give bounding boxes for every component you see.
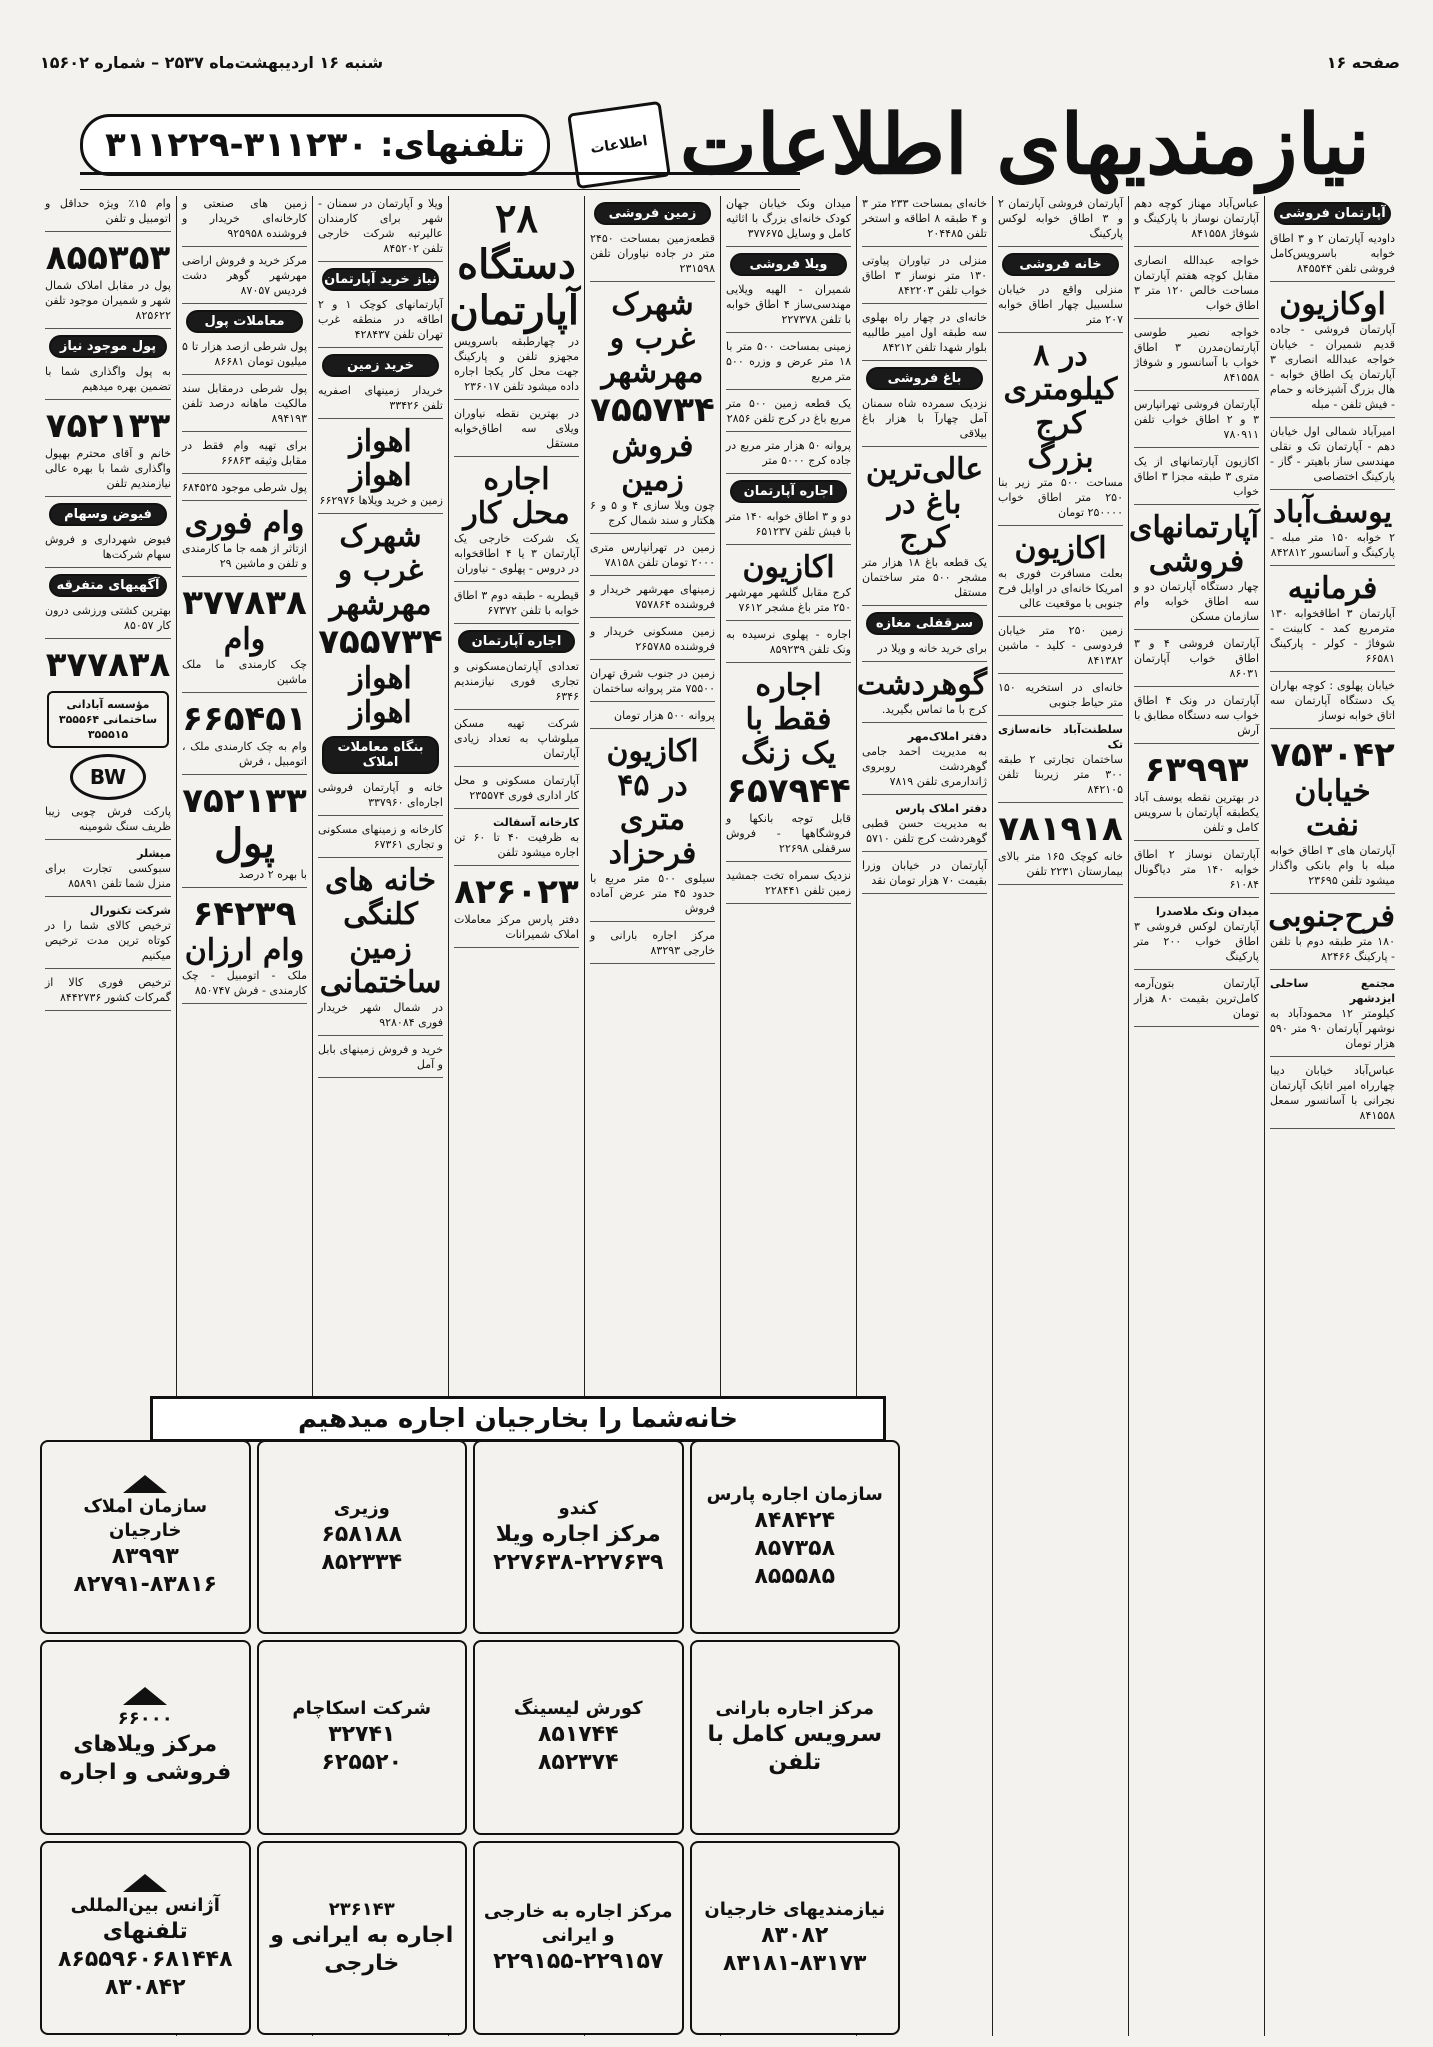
classified-ad: زمین های صنعتی و کارخانه‌ای خریدار و فروشنده ۹۲۵۹۵۸ [182, 196, 307, 247]
classified-ad: زمینهای مهرشهر خریدار و فروشنده ۷۵۷۸۶۴ [590, 582, 715, 618]
classified-ad: یک شرکت خارجی یک آپارتمان ۳ یا ۴ اطاقخوابه در دروس - پهلوی - نیاوران [454, 531, 579, 582]
classified-ad: چهار دستگاه آپارتمان دو و سه اطاق خوابه وام سازمان مسکن [1134, 579, 1259, 630]
phone-number: ۶۳۹۹۳ [1144, 750, 1249, 790]
category-header: ویلا فروشی [730, 253, 847, 276]
category-header: خرید زمین [322, 354, 439, 377]
classified-ad: آپارتمان ۳ اطاقخوابه ۱۳۰ مترمربع کمد - کابینت - شوفاژ - کولر - پارکینگ ۶۶۵۸۱ [1270, 606, 1395, 672]
ad-title: میدان ونک ملاصدرا [1156, 905, 1259, 918]
display-ad-line: مرکز اجاره ویلا [495, 1522, 661, 1548]
column-1 [1264, 196, 1400, 2036]
display-ad-line: ۸۵۲۳۷۴ [537, 1750, 619, 1776]
classified-ad: آپارتمان فروشی تهرانپارس ۳ و ۲ اطاق خواب تلفن ۷۸۰۹۱۱ [1134, 397, 1259, 448]
classified-ad: شرکت تهیه مسکن میلوشاپ به تعداد زیادی آپارتمان [454, 716, 579, 767]
classified-ad: خیابان پهلوی : کوچه بهاران یک دستگاه آپارتمان سه اتاق خوابه نوساز [1270, 678, 1395, 729]
classified-ad: قیطریه - طبقه دوم ۳ اطاق خوابه با تلفن ۶۷۳۷۲ [454, 588, 579, 624]
classified-ad: خواجه نصیر طوسی آپارتمان‌مدرن ۳ اطاق خواب با آسانسور و شوفاژ ۸۴۱۵۵۸ [1134, 325, 1259, 391]
display-ad [690, 1440, 901, 1634]
ad-headline: شهرک غرب و مهرشهر [601, 287, 704, 390]
classified-ad: بهترین کشتی ورزشی درون کار ۸۵۰۵۷ [45, 603, 171, 639]
classified-ad: به ظرفیت ۴۰ تا ۶۰ تن اجاره میشود تلفن [454, 830, 579, 866]
classified-ad: منزلی واقع در خیابان سلسبیل چهار اطاق خوابه ۲۰۷ متر [998, 282, 1123, 333]
phone-number: ۶۴۲۳۹ [192, 894, 297, 934]
ad-headline: وام [223, 622, 266, 657]
display-ad [473, 1440, 684, 1634]
display-ad [473, 1841, 684, 2035]
classified-ad: پول شرطی ازصد هزار تا ۵ میلیون تومان ۸۶۶۸۱ [182, 339, 307, 375]
classified-ad: چک کارمندی ما ملک ماشین [182, 657, 307, 693]
ad-headline: اهواز اهواز [349, 424, 412, 493]
classified-ad: عباس‌آباد خیابان دیبا چهارراه امیر اتابک آپارتمان نجرانی با آسانسور سمعل ۸۴۱۵۵۸ [1270, 1063, 1395, 1129]
classified-ad: دو و ۳ اطاق خوابه ۱۴۰ متر با فیش تلفن ۶۵۱۲۳۷ [726, 509, 851, 545]
ad-headline: اکازیون [742, 550, 835, 585]
classified-ad: زمین مسکونی خریدار و فروشنده ۲۶۵۷۸۵ [590, 624, 715, 660]
classified-ad: ۲ خوابه ۱۵۰ متر مبله - پارکینگ و آسانسور ۸۴۲۸۱۲ [1270, 530, 1395, 566]
classified-ad: زمین در تهرانپارس متری ۲۰۰۰ تومان تلفن ۷۸۱۵۸ [590, 540, 715, 576]
date-line: شنبه ۱۶ اردیبهشت‌ماه ۲۵۳۷ – شماره ۱۵۶۰۲ [40, 52, 384, 72]
classified-ad: خانم و آقای محترم بهپول واگذاری شما با بهره عالی نیازمندیم تلفن [45, 446, 171, 497]
phone-number: ۳۷۷۸۳۸ [182, 583, 307, 623]
category-header: باغ فروشی [866, 367, 983, 390]
classified-ad: کرج با ما تماس بگیرید. [862, 702, 987, 723]
classified-ad: زمین در جنوب شرق تهران ۷۵۵۰۰ متر پروانه ساختمان [590, 666, 715, 702]
display-ad [257, 1440, 468, 1634]
ad-title: میشلر [137, 847, 171, 860]
top-line [40, 50, 1400, 74]
classified-ad: زمین و خرید ویلاها ۶۶۲۹۷۶ [318, 493, 443, 514]
display-ad-title: وزیری [333, 1498, 390, 1520]
category-header: اجاره آپارتمان [730, 480, 847, 503]
classified-ad: پول شرطی موجود ۶۸۴۵۲۵ [182, 480, 307, 501]
classified-ad: میدان ونک خیابان جهان کودک خانه‌ای بزرگ با اثاثیه کامل و وسایل ۳۷۷۶۷۵ [726, 196, 851, 247]
classified-ad: بعلت مسافرت فوری به امریکا خانه‌ای در اوایل فرح جنوبی با موقعیت عالی [998, 566, 1123, 617]
classified-ad: زمین ۲۵۰ متر خیابان فردوسی - کلید - ماشین ۸۴۱۳۸۲ [998, 623, 1123, 674]
display-ad [690, 1640, 901, 1834]
display-ad-line: ۸۲۷۹۱-۸۳۸۱۶ [73, 1572, 217, 1598]
ad-headline: خانه های کلنگی زمین ساختمانی [319, 863, 442, 1000]
classified-ad: پول در مقابل املاک شمال شهر و شمیران موجود تلفن ۸۲۵۶۲۲ [45, 278, 171, 329]
display-ad-line: ۸۵۱۷۴۴ [537, 1722, 619, 1748]
classified-ad: به پول واگذاری شما با تضمین بهره میدهیم [45, 364, 171, 400]
classified-ad: آپارتمان نوساز ۲ اطاق خوابه ۱۴۰ متر دیاگونال ۶۱۰۸۴ [1134, 847, 1259, 898]
display-ad-line: ۶۲۵۵۲۰ [321, 1750, 403, 1776]
classified-ad: پروانه ۵۰ هزار متر مربع در جاده کرج ۵۰۰۰ متر [726, 438, 851, 474]
display-ad-line: ۶۵۸۱۸۸ [321, 1522, 403, 1548]
classified-ad: خانه کوچک ۱۶۵ متر بالای بیمارستان ۲۲۳۱ تلفن [998, 849, 1123, 885]
bw-logo: BW [70, 754, 146, 800]
classified-ad: اکازیون آپارتمانهای از یک متری ۳ طبقه مجزا ۳ اطاق خواب [1134, 454, 1259, 505]
ad-headline-large: ۲۸ دستگاه آپارتمان [449, 196, 579, 334]
display-ad [257, 1640, 468, 1834]
display-ad-line: سرویس کامل با تلفن [707, 1722, 882, 1776]
classified-ad: آپارتمان های ۳ اطاق خوابه مبله با وام بانکی واگذار میشود تلفن ۲۳۶۹۵ [1270, 843, 1395, 894]
classified-ad: عباس‌آباد مهناز کوچه دهم آپارتمان نوساز با پارکینگ و شوفاژ ۸۴۱۵۵۸ [1134, 196, 1259, 247]
classified-ad: یک قطعه باغ ۱۸ هزار متر مشجر ۵۰۰ متر ساختمان مستقل [862, 555, 987, 606]
ad-title: مجتمع ساحلی ایزدشهر [1270, 977, 1395, 1005]
classified-ad: فیوض شهرداری و فروش سهام شرکت‌ها [45, 532, 171, 568]
classified-ad: امیرآباد شمالی اول خیابان دهم - آپارتمان تک و نقلی مهندسی ساز باهیتر - گاز - پارکینگ اختصاصی [1270, 424, 1395, 490]
ad-headline: آپارتمانهای فروشی [1129, 510, 1259, 579]
classified-ad: آپارتمانهای کوچک ۱ و ۲ اطاقه در منطقه غرب تهران تلفن ۴۲۸۴۳۷ [318, 297, 443, 348]
category-header: اجاره آپارتمان [458, 630, 575, 653]
display-ad-title: کندو [558, 1498, 598, 1520]
display-ad [40, 1841, 251, 2035]
display-ad-line: مرکز ویلاهای فروشی و اجاره [59, 1732, 232, 1786]
display-ad-line: ۸۳۰۸۴۲ [104, 1974, 186, 2000]
ad-headline: اوکازیون [1279, 287, 1386, 322]
classified-ad: در شمال شهر خریدار فوری ۹۲۸۰۸۴ [318, 1000, 443, 1036]
phone-number: ۷۵۵۷۳۴ [590, 390, 715, 430]
classified-ad: یک قطعه زمین ۵۰۰ متر مربع باغ در کرج تلفن ۲۸۵۶ [726, 396, 851, 432]
display-ad-title: ۶۶۰۰۰ [117, 1708, 173, 1730]
classified-ad: داودیه آپارتمان ۲ و ۳ اطاق خوابه باسرویس‌کامل فروشی تلفن ۸۴۵۵۴۴ [1270, 231, 1395, 282]
category-header: آگهیهای متفرقه [49, 574, 167, 597]
classified-ad: خرید و فروش زمینهای بابل و آمل [318, 1042, 443, 1078]
ad-title: کارخانه آسفالت [493, 816, 579, 829]
phone-number: ۷۵۲۱۳۳ [182, 781, 307, 821]
ad-headline: وام ارزان [184, 933, 305, 968]
classified-ad: نزدیک سمرده شاه سمنان آمل چهارآ با هزار باغ بیلاقی [862, 396, 987, 447]
classified-ad: آپارتمان فروشی ۴ و ۳ اطاق خواب آپارتمان ۸۶۰۳۱ [1134, 636, 1259, 687]
display-ad-line: ۸۳۰۸۲ [761, 1922, 829, 1948]
ad-headline: در ۸ کیلومتری کرج بزرگ [1003, 338, 1118, 475]
classified-ad: برای تهیه وام فقط در مقابل وثیقه ۶۶۸۶۳ [182, 438, 307, 474]
classified-ad: با بهره ۲ درصد [182, 867, 307, 888]
display-ad-title: نیازمندیهای خارجیان [704, 1898, 886, 1920]
classified-ad: وام ۱۵٪ ویژه حداقل و اتومبیل و تلفن [45, 196, 171, 232]
ad-headline: وام فوری [184, 506, 305, 541]
display-ad [40, 1440, 251, 1634]
classified-ad: خریدار زمینهای اصفریه تلفن ۳۳۴۲۶ [318, 383, 443, 419]
display-ad-title: سازمان اجاره پارس [706, 1484, 883, 1506]
classified-ad: قابل توجه بانکها و فروشگاهها - فروش سرقفلی ۲۲۶۹۸ [726, 811, 851, 862]
display-ad-title: مرکز اجاره به خارجی و ایرانی [483, 1900, 673, 1946]
classified-ad: آپارتمان بتون‌آرمه کامل‌ترین بقیمت ۸۰ هزار تومان [1134, 976, 1259, 1027]
display-ad-line: ۸۵۷۳۵۸ [754, 1536, 836, 1562]
display-ad-title: شرکت اسکاچام [292, 1698, 432, 1720]
classified-ad: قطعه‌زمین بمساحت ۲۴۵۰ متر در جاده نیاوران تلفن ۲۳۱۵۹۸ [590, 231, 715, 282]
classified-ad: چون ویلا سازی ۴ و ۵ و ۶ هکتار و سند شمال کرج [590, 498, 715, 534]
ad-title: دفتر املاک پارس [895, 802, 987, 815]
display-ad [690, 1841, 901, 2035]
display-ad-title: کورش لیسینگ [513, 1698, 643, 1720]
ad-headline: اکازیون [1014, 531, 1107, 566]
ad-title: شرکت تکنورال [89, 904, 171, 917]
classified-ad: خواجه عبدالله انصاری مقابل کوچه هفتم آپارتمان مساحت خالص ۱۲۰ متر ۳ اطاق خواب [1134, 253, 1259, 319]
ad-headline: فروش زمین [611, 429, 694, 498]
display-ad [40, 1640, 251, 1834]
display-ad-title: مرکز اجاره بارانی [715, 1698, 874, 1720]
display-ad-line: ۲۲۹۱۵۵-۲۲۹۱۵۷ [493, 1948, 664, 1974]
classified-ad: مساحت ۵۰۰ متر زیر بنا ۲۵۰ متر اطاق خواب ۲۵۰۰۰۰ تومان [998, 475, 1123, 526]
classified-ad: کارخانه و زمینهای مسکونی و تجاری ۶۷۳۶۱ [318, 822, 443, 858]
classified-ad: ازتاثر از همه جا ما کارمندی و تلفن و ماشین ۲۹ [182, 541, 307, 577]
classified-ad: ساختمان تجارتی ۲ طبقه ۳۰۰ متر زیربنا تلفن ۸۴۲۱۰۵ [998, 752, 1123, 803]
bottom-display-ads [40, 1440, 900, 2035]
display-ad-title: سازمان املاک خارجیان [83, 1496, 208, 1542]
display-ad [473, 1640, 684, 1834]
masthead-phones: تلفنهای: ۳۱۱۲۳۰-۳۱۱۲۲۹ [80, 114, 550, 176]
classified-ad: آپارتمان لوکس فروشی ۳ اطاق خواب ۲۰۰ متر پارکینگ [1134, 919, 1259, 970]
display-ad-line: ۲۲۷۶۳۸-۲۲۷۶۳۹ [493, 1550, 664, 1576]
ad-headline: یوسف‌آباد [1272, 495, 1393, 530]
house-icon [123, 1687, 167, 1705]
display-ad-title: آژانس بین‌المللی [70, 1894, 220, 1916]
classified-ad: خانه‌ای در استخریه ۱۵۰ متر حیاط جنوبی [998, 680, 1123, 716]
ad-headline: عالی‌ترین باغ در کرج [865, 452, 984, 555]
category-header: بنگاه معاملات املاک [322, 736, 439, 774]
category-header: سرقفلی مغازه [866, 612, 983, 635]
category-header: نیاز خرید آپارتمان [322, 268, 439, 291]
classified-ad: آپارتمان مسکونی و محل کار اداری فوری ۲۳۵۵۷۴ [454, 773, 579, 809]
ad-headline: خیابان نفت [1294, 774, 1371, 843]
classified-ad: منزلی در تیاوران پیاوتی ۱۳۰ متر نوساز ۳ اطاق خواب تلفن ۸۴۲۲۰۳ [862, 253, 987, 304]
classified-ad: زمینی بمساحت ۵۰۰ متر با ۱۸ متر عرض و وزره ۵۰۰ متر مربع [726, 339, 851, 390]
classified-ad: به مدیریت احمد جامی گوهردشت روبروی ژاندارمری تلفن ۷۸۱۹ [862, 744, 987, 795]
classified-ad: برای خرید خانه و ویلا در [862, 641, 987, 662]
category-header: پول موجود نیاز [49, 335, 167, 358]
ad-headline: اهواز اهواز [349, 661, 412, 730]
classified-ad: به مدیریت حسن قطبی گوهردشت کرج تلفن ۵۷۱۰ [862, 816, 987, 852]
category-header: فیوض وسهام [49, 503, 167, 526]
masthead-title: نیازمندیهای اطلاعات [679, 97, 1370, 193]
classified-ad: پروانه ۵۰۰ هزار تومان [590, 708, 715, 729]
page-label: صفحه ۱۶ [1326, 52, 1400, 72]
column-2 [1128, 196, 1264, 2036]
display-ad [257, 1841, 468, 2035]
display-ad-line: ۸۵۵۵۸۵ [754, 1564, 836, 1590]
classified-ad: کیلومتر ۱۲ محمودآباد به نوشهر آپارتمان ۹۰ متر ۵۹۰ هزار تومان [1270, 1006, 1395, 1057]
classified-ad: اجاره - پهلوی نرسیده به ونک تلفن ۸۵۹۲۳۹ [726, 627, 851, 663]
phone-number: ۳۷۷۸۳۸ [45, 645, 171, 685]
classified-ad: خانه‌ای در چهار راه بهلوی سه طبقه اول امیر طالبیه بلوار شهدا تلفن ۸۴۲۱۲ [862, 310, 987, 361]
classified-ad: ملک - اتومبیل - چک کارمندی - فرش ۸۵۰۷۴۷ [182, 968, 307, 1004]
category-header: معاملات پول [186, 310, 303, 333]
classified-ad: آپارتمان در خیابان وزرا بقیمت ۷۰ هزار تومان نقد [862, 858, 987, 894]
ad-headline: فرمانیه [1287, 571, 1378, 606]
classified-ad: پول شرطی درمقابل سند مالکیت ماهانه درصد تلفن ۸۹۴۱۹۳ [182, 381, 307, 432]
classified-ad: در چهارطبقه باسرویس مجهزو تلفن و پارکینگ جهت محل کار یکجا اجاره داده میشود تلفن ۲۳۶۰۱۷ [454, 334, 579, 400]
classified-ad: ویلا و آپارتمان در سمنان - شهر برای کارمندان عالیرتبه شرکت خارجی تلفن ۸۴۵۲۰۲ [318, 196, 443, 262]
classified-ad: ترخیص فوری کالا از گمرکات کشور ۸۴۴۲۷۳۶ [45, 975, 171, 1011]
display-ad-line: ۸۳۱۸۱-۸۳۱۷۳ [723, 1950, 867, 1976]
classified-ad: ۱۸۰ متر طبقه دوم با تلفن - پارکینگ ۸۲۴۶۶ [1270, 934, 1395, 970]
display-ad-title: ۲۳۶۱۴۳ [328, 1898, 395, 1920]
classified-ad: کرج مقابل گلشهر مهرشهر ۲۵۰ متر باغ مشجر ۷۶۱۲ [726, 585, 851, 621]
classified-ad: دفتر پارس مرکز معاملات املاک شمیرانات [454, 912, 579, 948]
classified-ad: مرکز اجاره بارانی و خارجی ۸۳۲۹۳ [590, 928, 715, 964]
classified-ad: مرکز خرید و فروش اراضی مهرشهر گوهر دشت فردیس ۸۷۰۵۷ [182, 253, 307, 304]
foreigners-rent-banner: خانه‌شما را بخارجیان اجاره میدهیم [150, 1396, 886, 1442]
category-header: خانه فروشی [1002, 253, 1119, 276]
house-icon [123, 1874, 167, 1892]
phone-number: ۶۶۵۴۵۱ [182, 699, 307, 739]
phone-number: ۶۵۷۹۴۴ [726, 771, 851, 811]
ad-headline: شهرک غرب و مهرشهر [329, 519, 432, 622]
column-3 [992, 196, 1128, 2036]
classified-ad: آپارتمان در ونک ۴ اطاق خواب سه دستگاه مطابق با آرش [1134, 693, 1259, 744]
classified-ad: پارکت فرش چوبی زیبا ظریف سنگ شومینه [45, 804, 171, 840]
ad-title: دفتر املاک‌مهر [907, 730, 987, 743]
phone-number: ۷۵۲۱۳۳ [45, 406, 171, 446]
ad-headline: اجاره فقط با یک زنگ [740, 668, 837, 771]
classified-ad: آپارتمان فروشی - جاده قدیم شمیران - خیابان خواجه عبدالله انصاری ۳ آپارتمان یک اطاق خوابه - هال بزرگ آشپزخانه و حمام - فیش تلفن - مبله [1270, 322, 1395, 418]
classified-ad: خانه و آپارتمان فروشی اجاره‌ای ۳۳۷۹۶۰ [318, 780, 443, 816]
ad-headline-large: پول [214, 820, 275, 867]
ad-headline: گوهردشت [856, 667, 987, 702]
classified-ad: خانه‌ای بمساحت ۲۳۳ متر ۳ و ۴ طبقه ۸ اطاقه و استخر تلفن ۲۰۴۴۸۵ [862, 196, 987, 247]
phone-number: ۷۵۵۷۳۴ [318, 622, 443, 662]
masthead-rule [80, 172, 800, 190]
classified-ad: سیلوی ۵۰۰ متر مربع با حدود ۴۵ متر عرض آماده فروش [590, 871, 715, 922]
classified-ad: شمیران - الهیه ویلایی مهندسی‌ساز ۴ اطاق خوابه با تلفن ۲۲۷۳۷۸ [726, 282, 851, 333]
display-ad-line: ۸۵۲۳۳۴ [321, 1550, 403, 1576]
phone-number: ۸۲۶۰۲۳ [454, 872, 579, 912]
display-ad-line: ۸۴۸۴۲۴ [754, 1508, 836, 1534]
classified-ad: نزدیک سمراه تخت جمشید زمین تلفن ۲۲۸۴۴۱ [726, 868, 851, 904]
ad-headline: فرح‌جنوبی [1268, 899, 1395, 934]
phone-number: ۷۸۱۹۱۸ [998, 809, 1123, 849]
phone-number: ۸۵۵۳۵۳ [45, 238, 171, 278]
boxed-ad: مؤسسه آبادانی ساختمانی ۳۵۵۵۶۴ ۳۵۵۵۱۵ [47, 691, 169, 748]
house-icon [123, 1475, 167, 1493]
display-ad-line: ۸۳۹۹۳ [111, 1544, 179, 1570]
classified-ad: سبوکسی تجارت برای منزل شما تلفن ۸۵۸۹۱ [45, 861, 171, 897]
ad-headline: اکازیون در ۴۵ متری فرحزاد [606, 734, 699, 871]
display-ad-line: اجاره به ایرانی و خارجی [270, 1922, 454, 1976]
phone-number: ۷۵۳۰۴۲ [1270, 735, 1395, 775]
classified-ad: ترخیص کالای شما را در کوتاه ترین مدت ترخیص میکنیم [45, 918, 171, 969]
display-ad-line: تلفنهای ۸۶۵۵۹۶۰۶۸۱۴۴۸ [57, 1918, 233, 1972]
ad-headline: اجاره محل کار [463, 462, 570, 531]
classified-ad: آپارتمان فروشی آپارتمان ۲ و ۳ اطاق خوابه لوکس پارکینگ [998, 196, 1123, 247]
ad-title: سلطنت‌آباد خانه‌سازی تک [998, 723, 1123, 751]
category-header: آپارتمان فروشی [1274, 202, 1391, 225]
classified-ad: وام به چک کارمندی ملک ، اتومبیل ، فرش [182, 739, 307, 775]
classified-ad: تعدادی آپارتمان‌مسکونی و تجاری فوری نیازمندیم ۶۳۴۶ [454, 659, 579, 710]
category-header: زمین فروشی [594, 202, 711, 225]
classified-ad: در بهترین نقطه یوسف آباد یکطبقه آپارتمان با سرویس کامل و تلفن [1134, 790, 1259, 841]
classified-ad: در بهترین نقطه نیاوران ویلای سه اطاق‌خوابه مستقل [454, 406, 579, 457]
ettelaat-logo: اطلاعات [567, 101, 671, 189]
display-ad-line: ۳۲۷۴۱ [328, 1722, 396, 1748]
